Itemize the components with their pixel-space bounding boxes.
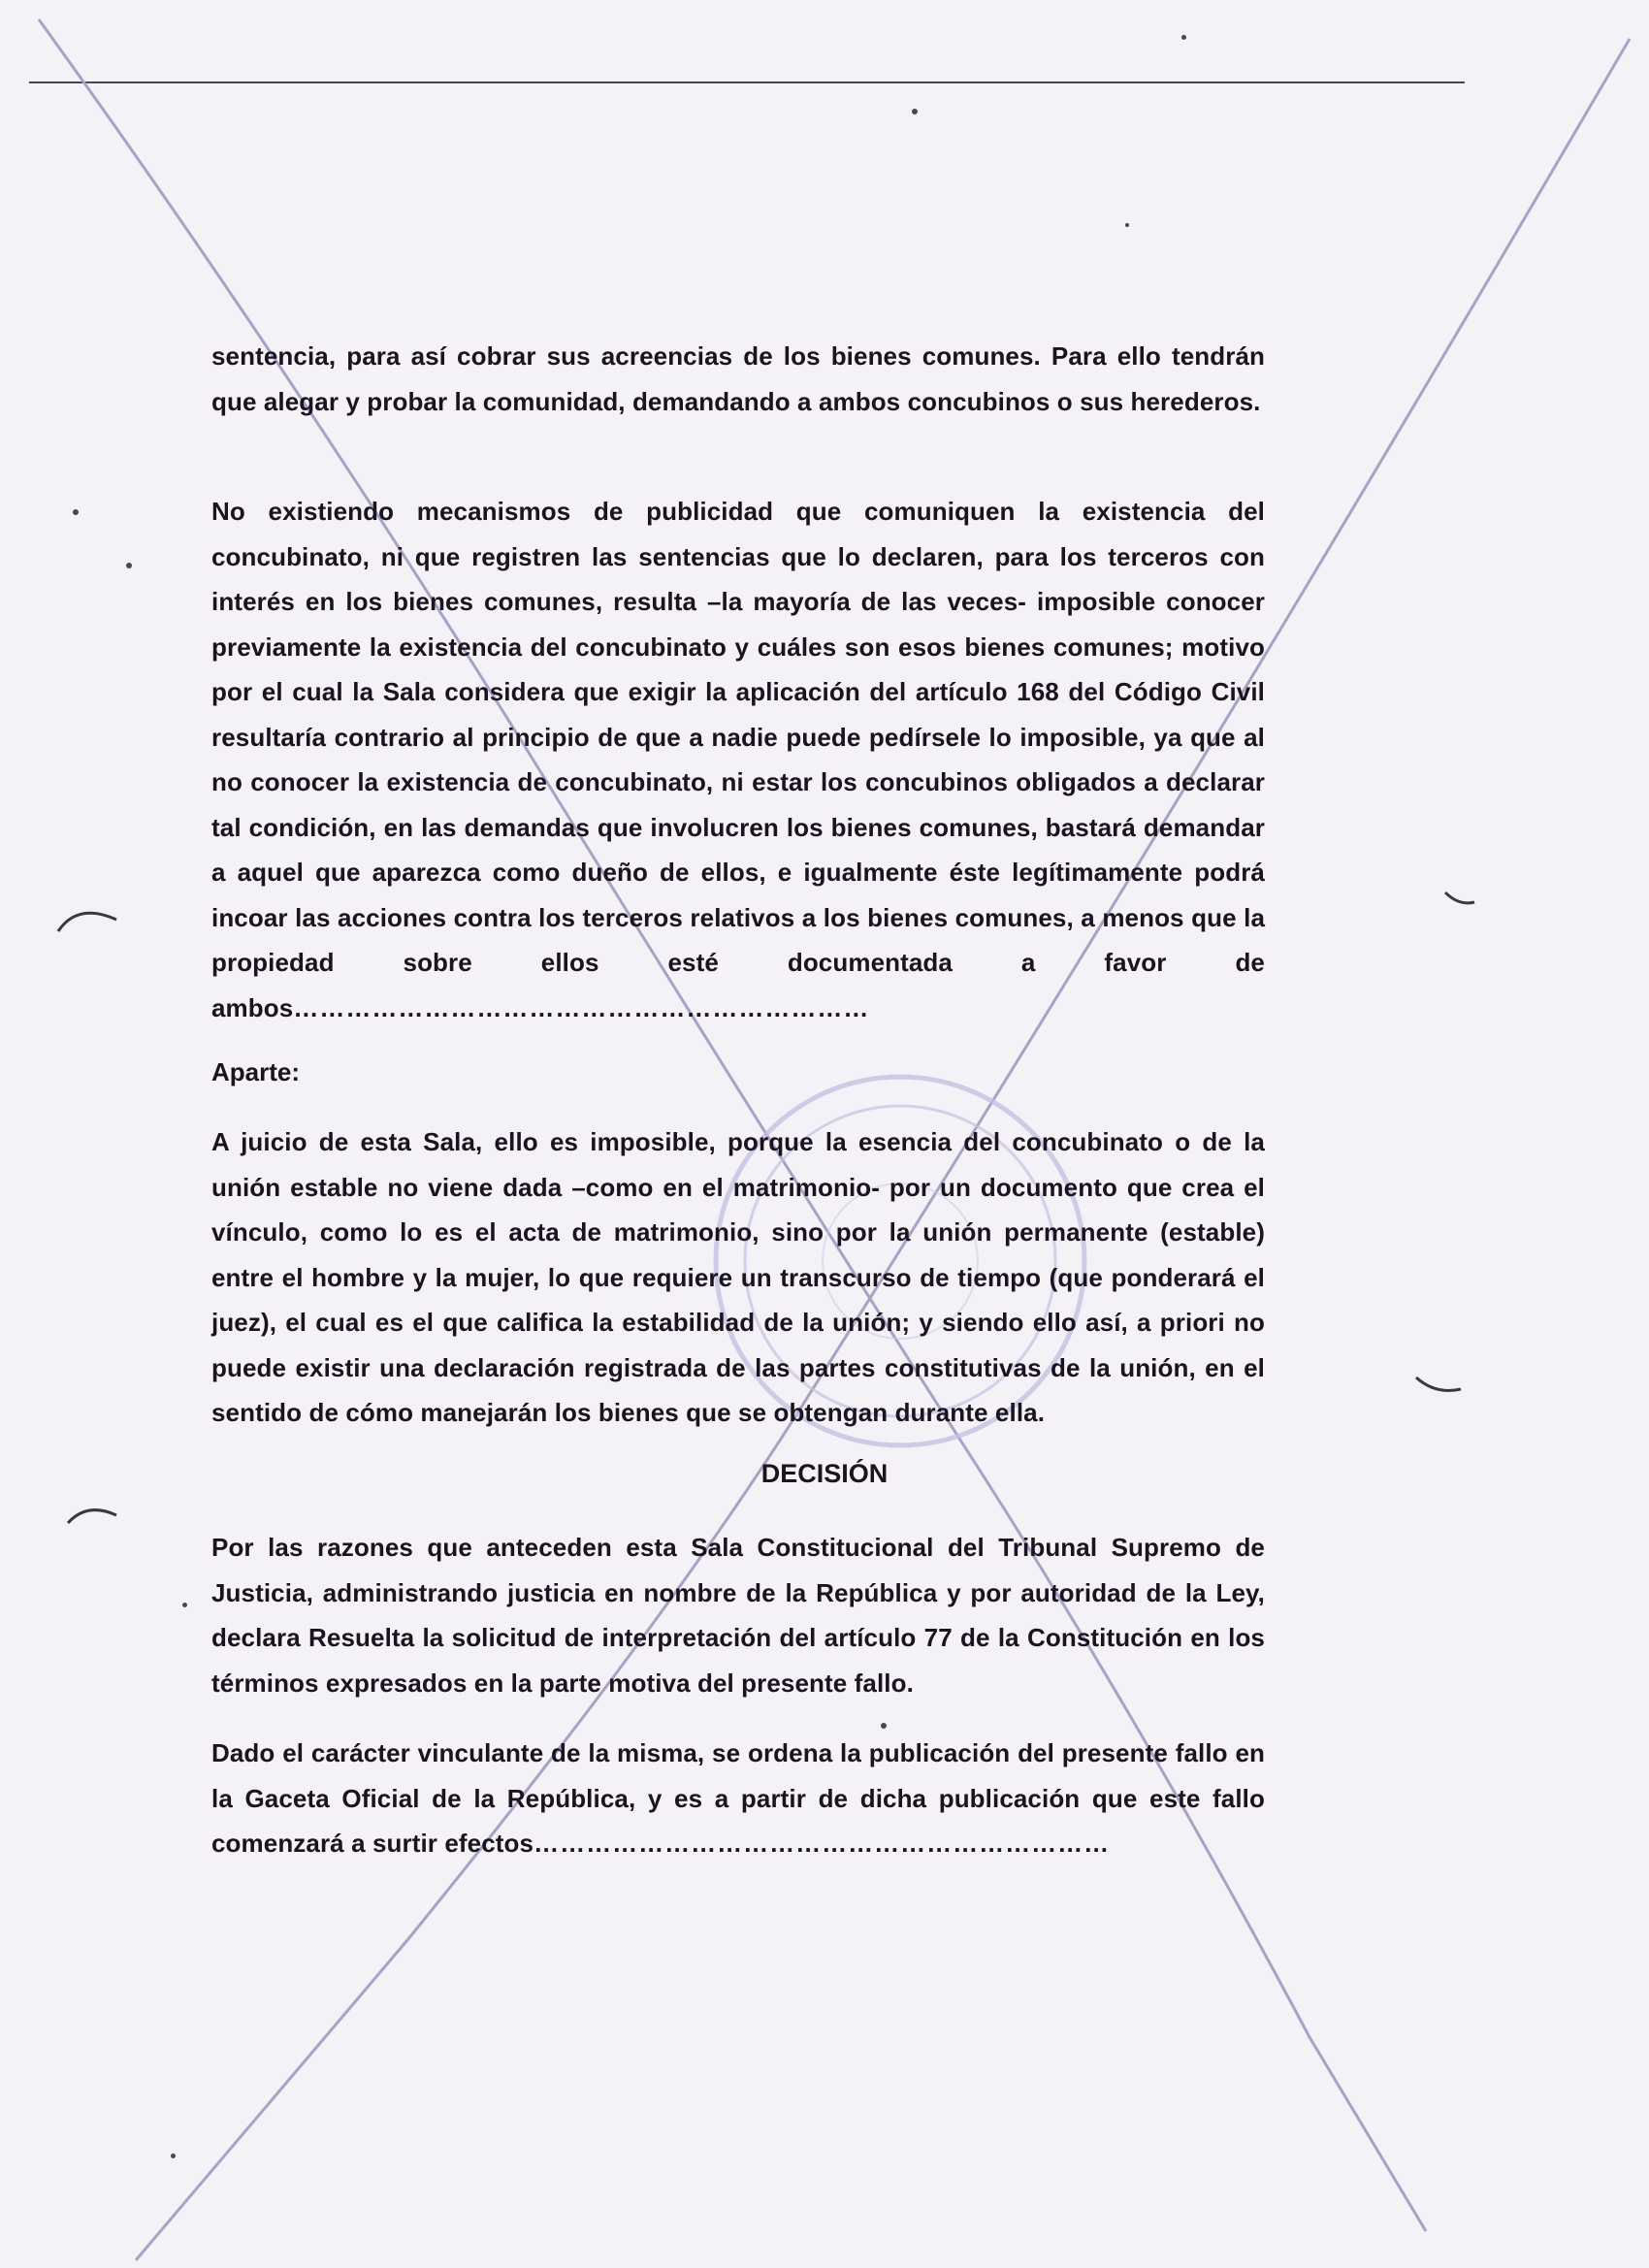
paragraph-publication	[211, 1731, 1265, 1866]
paragraph-decision	[211, 1525, 1265, 1705]
paragraph-text: Dado el carácter vinculante de la misma, se ordena la publicación del presente fallo en la Gaceta Oficial de la República, y es a partir de dicha publicación que este fallo comenzará a surtir efectos	[211, 1738, 1265, 1858]
scan-speck	[73, 509, 79, 515]
paragraph-body	[211, 489, 1265, 1030]
scan-speck	[171, 2154, 176, 2158]
scan-speck	[126, 563, 132, 568]
decision-heading: DECISIÓN	[760, 1459, 889, 1488]
scan-speck	[881, 1723, 887, 1729]
dotted-filler: …………………………………………………………	[293, 992, 870, 1022]
scan-speck	[182, 1603, 187, 1607]
paragraph-text: Por las razones que anteceden esta Sala Constitucional del Tribunal Supremo de Justicia, administrando justicia en nombre de la República y por autoridad de la Ley, declara Resuelta la solicitud de interpretación del artículo 77 de la Constitución en los términos expresados en la parte motiva del presente fallo.	[211, 1533, 1265, 1698]
paragraph-continuation	[211, 334, 1265, 424]
paragraph-aparte	[211, 1119, 1265, 1436]
paragraph-text: No existiendo mecanismos de publicidad que comuniquen la existencia del concubinato, ni que registren las sentencias que lo declaren, para los terceros con interés en los bienes comunes, resulta –la mayoría de las veces- imposible conocer previamente la existencia del concubinato y cuáles son esos bienes comunes; motivo por el cual la Sala considera que exigir la aplicación del artículo 168 del Código Civil resultaría contrario al principio de que a nadie puede pedírsele lo imposible, ya que al no conocer la existencia de concubinato, ni estar los concubinos obligados a declarar tal condición, en las demandas que involucren los bienes comunes, bastará demandar a aquel que aparezca como dueño de ellos, e igualmente éste legítimamente podrá incoar las acciones contra los terceros relativos a los bienes comunes, a menos que la propiedad sobre ellos esté documentada a favor de ambos	[211, 497, 1265, 1022]
paragraph-text: A juicio de esta Sala, ello es imposible, porque la esencia del concubinato o de la unión estable no viene dada –como en el matrimonio- por un documento que crea el vínculo, como lo es el acta de matrimonio, sino por la unión permanente (estable) entre el hombre y la mujer, lo que requiere un transcurso de tiempo (que ponderará el juez), el cual es el que califica la estabilidad de la unión; y siendo ello así, a priori no puede existir una declaración registrada de las partes constitutivas de la unión, en el sentido de cómo manejarán los bienes que se obtengan durante ella.	[211, 1127, 1265, 1427]
dotted-filler: …………………………………………………………	[534, 1829, 1111, 1858]
paragraph-text: sentencia, para así cobrar sus acreencias de los bienes comunes. Para ello tendrán que alegar y probar la comunidad, demandando a ambos concubinos o sus herederos.	[211, 341, 1265, 416]
scan-speck	[912, 109, 918, 114]
scan-speck	[1125, 223, 1129, 227]
scan-speck	[1181, 35, 1186, 40]
aparte-label: Aparte:	[211, 1057, 301, 1086]
paragraph-publicity	[211, 489, 1265, 1030]
paragraph-body	[211, 1731, 1265, 1866]
